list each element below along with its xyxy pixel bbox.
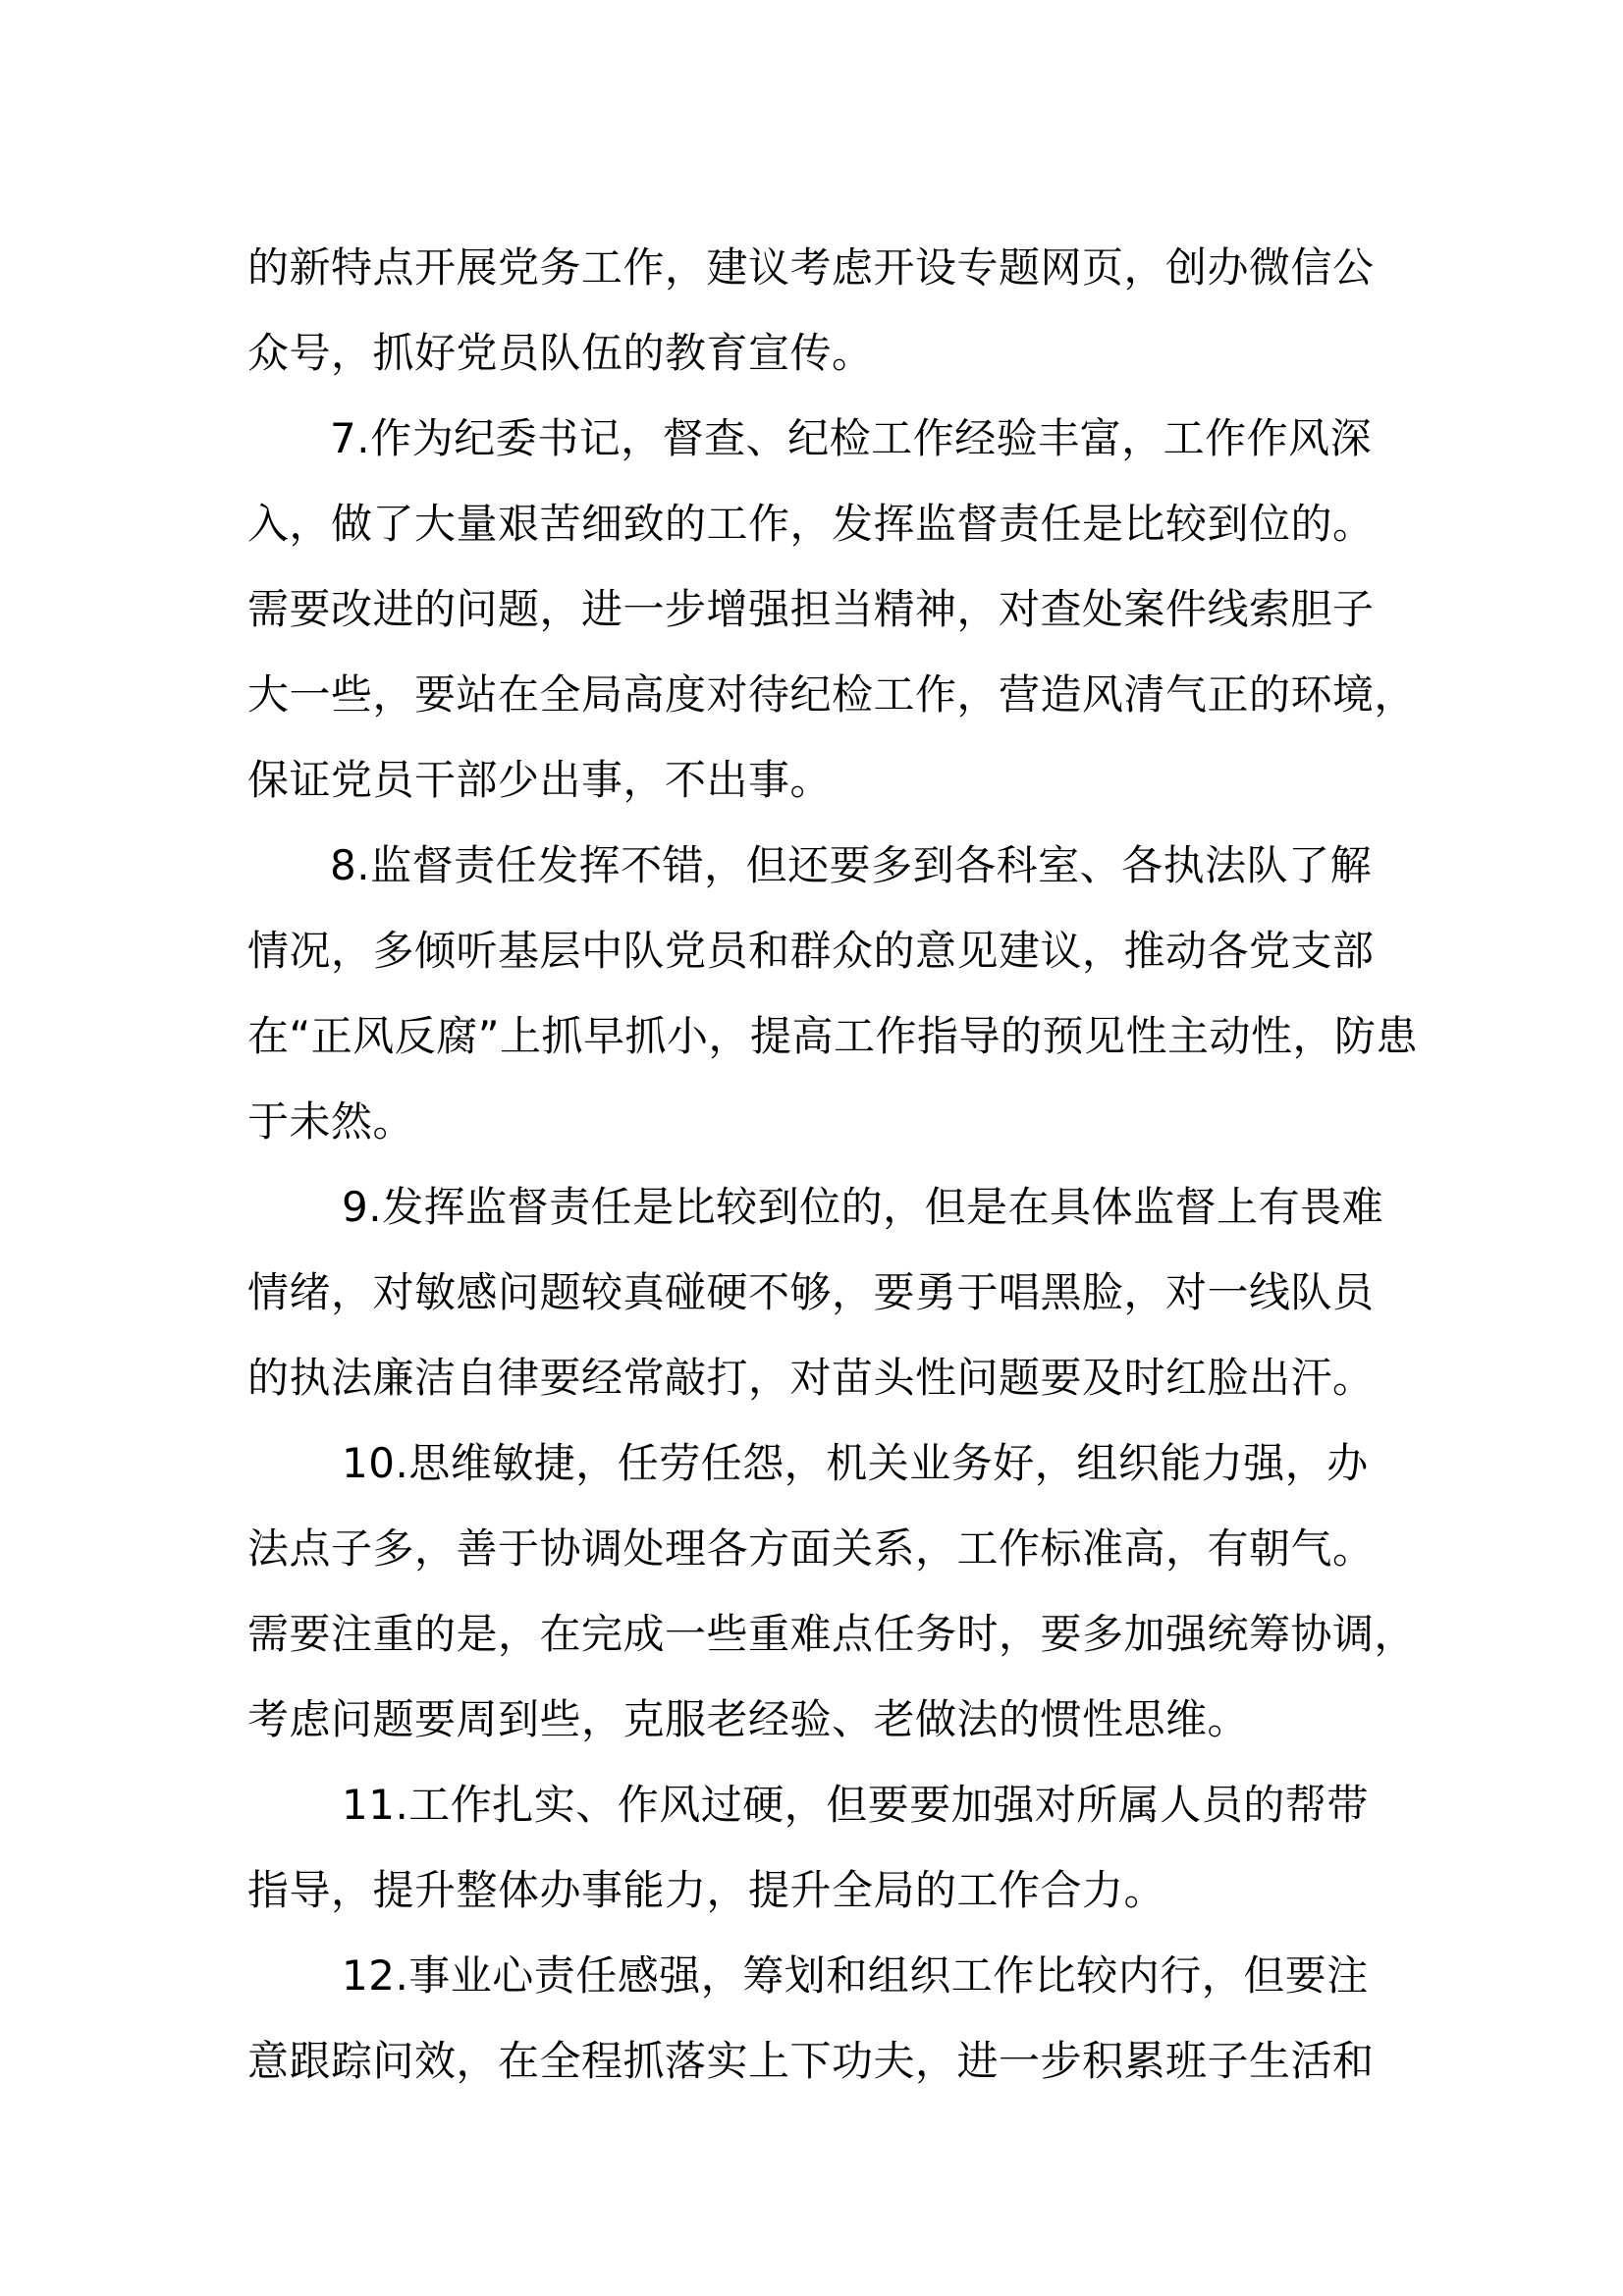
paragraph-item-8 — [247, 823, 1426, 1164]
paragraph-line: 指导，提升整体办事能力，提升全局的工作合力。 — [247, 1866, 1166, 1914]
paragraph-item-7 — [247, 396, 1426, 823]
paragraph-line: 10.思维敏捷，任劳任怨，机关业务好，组织能力强，办 — [342, 1439, 1369, 1487]
paragraph-line: 7.作为纪委书记，督查、纪检工作经验丰富，工作作风深 — [330, 414, 1373, 462]
paragraph-line: 12.事业心责任感强，筹划和组织工作比较内行，但要注 — [342, 1951, 1369, 2000]
document-body — [247, 225, 1426, 2104]
paragraph-continuation — [247, 225, 1426, 396]
paragraph-line: 的执法廉洁自律要经常敲打，对苗头性问题要及时红脸出汗。 — [247, 1354, 1375, 1402]
paragraph-line: 意跟踪问效，在全程抓落实上下功夫，进一步积累班子生活和 — [247, 2037, 1375, 2085]
paragraph-line: 的新特点开展党务工作，建议考虑开设专题网页，创办微信公 — [247, 243, 1375, 292]
paragraph-line: 需要改进的问题，进一步增强担当精神，对查处案件线索胆子 — [247, 585, 1375, 633]
paragraph-line: 8.监督责任发挥不错，但还要多到各科室、各执法队了解 — [330, 841, 1373, 889]
paragraph-item-11 — [247, 1762, 1426, 1933]
paragraph-line: 情绪，对敏感问题较真碰硬不够，要勇于唱黑脸，对一线队员 — [247, 1268, 1375, 1316]
paragraph-line: 于未然。 — [247, 1097, 415, 1146]
paragraph-line: 11.工作扎实、作风过硬，但要要加强对所属人员的帮带 — [342, 1781, 1369, 1829]
paragraph-item-12 — [247, 1933, 1426, 2104]
paragraph-line: 9.发挥监督责任是比较到位的，但是在具体监督上有畏难 — [342, 1183, 1384, 1231]
paragraph-line: 法点子多，善于协调处理各方面关系，工作标准高，有朝气。 — [247, 1524, 1375, 1573]
paragraph-line: 情况，多倾听基层中队党员和群众的意见建议，推动各党支部 — [247, 927, 1375, 975]
paragraph-line: 大一些，要站在全局高度对待纪检工作，营造风清气正的环境， — [247, 670, 1417, 719]
paragraph-line: 考虑问题要周到些，克服老经验、老做法的惯性思维。 — [247, 1695, 1250, 1743]
paragraph-line: 需要注重的是，在完成一些重难点任务时，要多加强统筹协调， — [247, 1610, 1417, 1658]
paragraph-item-9 — [247, 1164, 1426, 1420]
paragraph-line: 众号，抓好党员队伍的教育宣传。 — [247, 329, 874, 377]
paragraph-line: 入，做了大量艰苦细致的工作，发挥监督责任是比较到位的。 — [247, 500, 1375, 548]
paragraph-item-10 — [247, 1420, 1426, 1762]
paragraph-line: 保证党员干部少出事，不出事。 — [247, 756, 833, 804]
paragraph-line: 在“正风反腐”上抓早抓小，提高工作指导的预见性主动性，防患 — [247, 1012, 1419, 1060]
